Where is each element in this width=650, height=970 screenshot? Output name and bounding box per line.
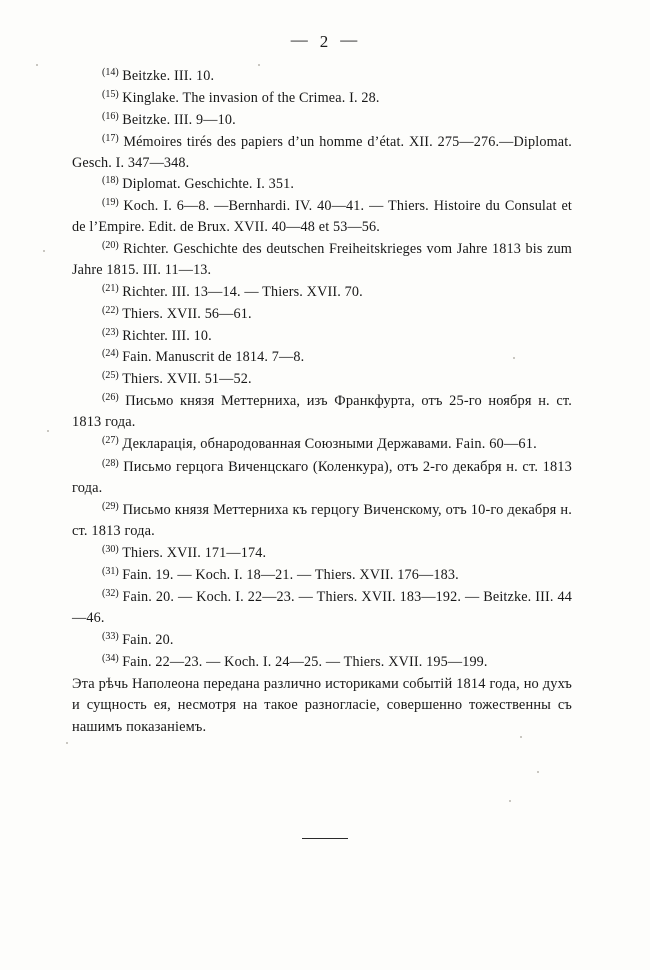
footnote-item — [72, 282, 572, 303]
footnote-item — [72, 174, 572, 195]
footnote-item — [72, 652, 572, 673]
footnote-marker: (33) — [102, 630, 119, 642]
footnote-marker: (26) — [102, 392, 119, 404]
footnote-marker: (31) — [102, 566, 119, 578]
footnote-item — [72, 587, 572, 629]
footnote-item — [72, 326, 572, 347]
footnote-marker: (16) — [102, 110, 119, 122]
footnote-text: Fain. Manuscrit de 1814. 7—8. — [122, 349, 305, 366]
footnote-item — [72, 457, 572, 499]
footnote-item — [72, 434, 572, 455]
footnote-text: Richter. III. 10. — [122, 327, 212, 344]
page-speck — [43, 250, 45, 252]
footnote-text: Fain. 22—23. — Koch. I. 24—25. — Thiers. XVII. 195—199. — [122, 653, 488, 670]
footnote-item — [72, 543, 572, 564]
footnote-text: Письмо князя Меттерниха, изъ Франкфурта, отъ 25-го ноября н. ст. 1813 года. — [72, 393, 572, 431]
footnote-text: Richter. Geschichte des deutschen Freiheitskrieges vom Jahre 1813 bis zum Jahre 1815. III. 11—13. — [72, 241, 572, 278]
footnote-item — [72, 196, 572, 238]
footnote-marker: (20) — [102, 240, 119, 251]
footnote-text: Fain. 20. — [122, 631, 174, 648]
footnote-text: Beitzke. III. 10. — [122, 68, 215, 84]
footnote-marker: (14) — [102, 67, 119, 78]
page-speck — [258, 64, 260, 66]
footnote-item — [72, 565, 572, 586]
footnote-text: Thiers. XVII. 171—174. — [122, 545, 267, 562]
footnote-text: Письмо герцога Виченцскаго (Коленкура), отъ 2-го декабря н. ст. 1813 года. — [72, 458, 572, 496]
footnotes-list — [72, 66, 572, 739]
footnote-item — [72, 500, 572, 542]
footnote-marker: (15) — [102, 88, 119, 100]
footnote-item — [72, 88, 572, 109]
footnote-marker: (28) — [102, 457, 119, 469]
footnote-text: Diplomat. Geschichte. I. 351. — [122, 176, 295, 193]
footnote-marker: (32) — [102, 588, 119, 600]
page-speck — [66, 742, 68, 744]
page-speck — [36, 64, 38, 66]
page-speck — [537, 771, 539, 773]
footnote-text: Thiers. XVII. 51—52. — [122, 371, 252, 388]
page-speck — [47, 430, 49, 432]
footnote-marker: (19) — [102, 197, 119, 209]
page-header-dash-right: — — [340, 30, 360, 49]
footnote-text: Fain. 19. — Koch. I. 18—21. — Thiers. XVII. 176—183. — [122, 567, 459, 584]
footnote-marker: (25) — [102, 370, 119, 382]
footnote-text: Koch. I. 6—8. —Bernhardi. IV. 40—41. — Thiers. Histoire du Consulat et de l’Empire. Edit. de Brux. XVII. 40—48 et 53—56. — [72, 198, 572, 236]
footnote-text: Mémoires tirés des papiers d’un homme d’état. XII. 275—276.—Diplomat. Gesch. I. 347—348. — [72, 133, 573, 171]
footnote-text: Richter. III. 13—14. — Thiers. XVII. 70. — [122, 283, 363, 300]
page-speck — [520, 736, 522, 738]
page-number: 2 — [319, 32, 331, 51]
footnote-marker: (22) — [102, 304, 119, 316]
footnote-item — [72, 110, 572, 131]
footnote-marker: (34) — [102, 652, 119, 664]
footnote-text: Beitzke. III. 9—10. — [122, 111, 236, 128]
footnote-text: Fain. 20. — Koch. I. 22—23. — Thiers. XVII. 183—192. — Beitzke. III. 44—46. — [72, 589, 573, 626]
footnote-marker: (17) — [102, 132, 119, 144]
footnote-item — [72, 369, 572, 390]
footnote-marker: (18) — [102, 175, 119, 187]
footnote-item — [72, 304, 572, 325]
footnote-item — [72, 66, 572, 87]
page-speck — [513, 357, 515, 359]
footnote-marker: (21) — [102, 282, 119, 294]
footnote-marker: (30) — [102, 544, 119, 556]
footnote-text: Декларація, обнародованная Союзными Державами. Fain. 60—61. — [122, 436, 537, 453]
page-speck — [509, 800, 511, 802]
footnote-item — [72, 630, 572, 651]
footnote-marker: (23) — [102, 326, 119, 338]
footnote-item — [72, 132, 572, 174]
footnote-marker: (27) — [102, 435, 119, 447]
footnote-item — [72, 347, 572, 368]
footnote-item — [72, 239, 572, 281]
footnote-text: Thiers. XVII. 56—61. — [122, 305, 252, 322]
footnote-item — [72, 391, 572, 433]
page-header — [0, 30, 650, 52]
footnote-marker: (24) — [102, 348, 119, 360]
footnote-text: Письмо князя Меттерниха къ герцогу Виченскому, отъ 10-го декабря н. ст. 1813 года. — [72, 501, 572, 540]
closing-paragraph: Эта рѣчь Наполеона передана различно историками событій 1814 года, но духъ и сущность ея, несмотря на такое разногласіе, совершенно тожественны съ нашимъ показаніемъ. — [72, 675, 572, 735]
footnote-text: Kinglake. The invasion of the Crimea. I. 28. — [122, 89, 380, 106]
section-divider-rule — [302, 838, 348, 839]
page-header-dash-left: — — [290, 30, 310, 49]
footnote-marker: (29) — [102, 500, 119, 512]
